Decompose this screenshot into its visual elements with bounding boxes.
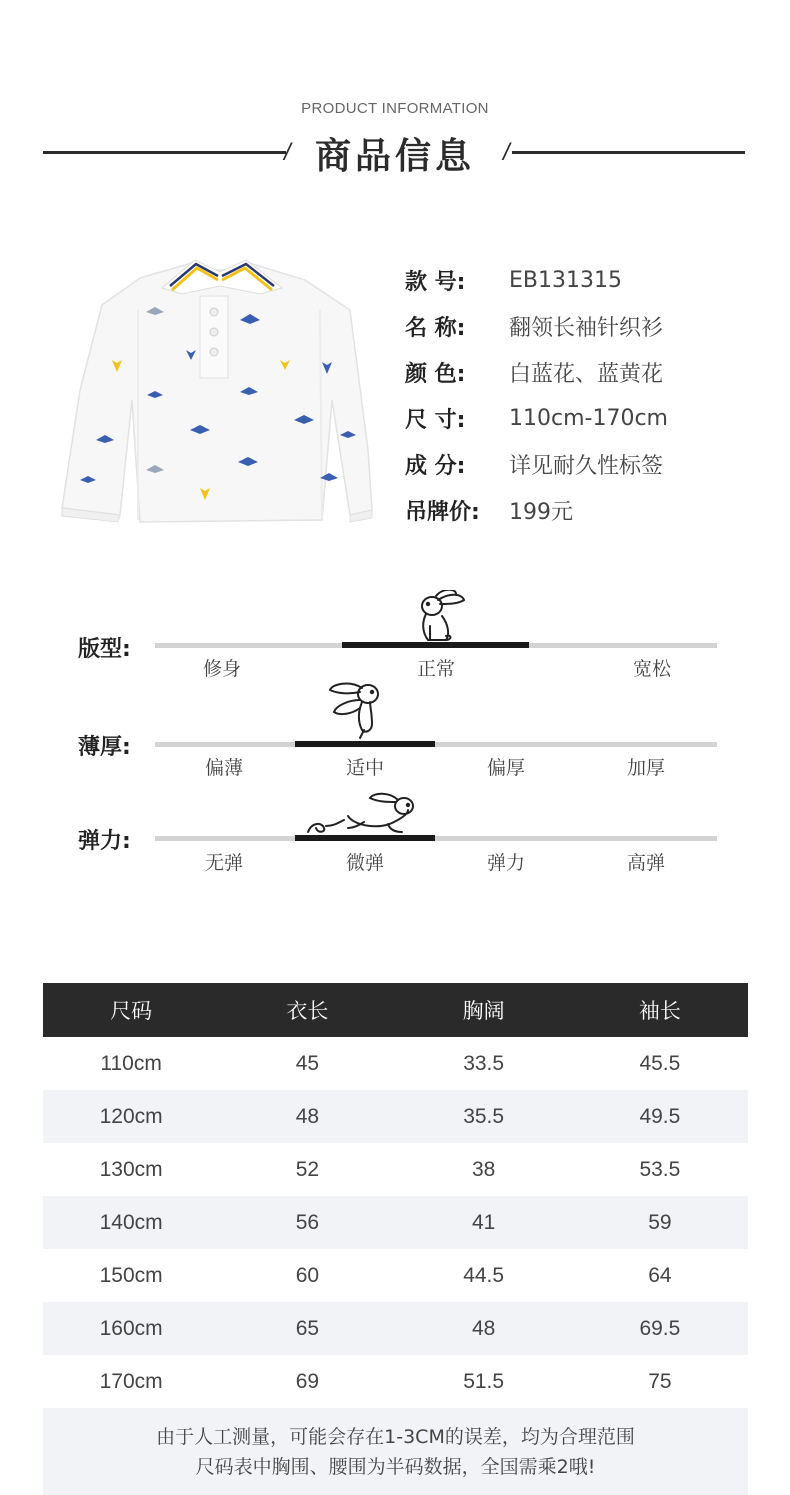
spec-label: 款 号:	[405, 269, 466, 295]
header-right-slash: /	[503, 139, 510, 166]
thickness-label: 薄厚:	[78, 735, 131, 760]
spec-price	[405, 492, 573, 528]
header-size: 尺码	[110, 999, 153, 1023]
fit-label: 版型:	[78, 637, 131, 662]
elasticity-option: 高弹	[626, 852, 665, 874]
table-row	[43, 1143, 748, 1196]
size-table-body	[43, 1037, 748, 1408]
section-subtitle: PRODUCT INFORMATION	[301, 100, 489, 117]
header-left-slash: /	[284, 139, 291, 166]
product-image	[50, 250, 380, 530]
cell-sleeve: 75	[648, 1369, 672, 1393]
spec-composition	[405, 446, 663, 482]
measurement-note	[43, 1408, 748, 1495]
cell-sleeve: 59	[648, 1210, 672, 1234]
cell-size: 170cm	[99, 1369, 163, 1393]
spec-size	[405, 400, 668, 436]
fit-option: 宽松	[632, 658, 671, 680]
rabbit-hopping-icon	[326, 680, 386, 740]
spec-label: 尺 寸:	[405, 407, 466, 433]
thickness-option: 适中	[345, 757, 384, 779]
header-chest: 胸阔	[462, 999, 505, 1023]
cell-sleeve: 45.5	[639, 1051, 681, 1075]
table-row	[43, 1249, 748, 1302]
thickness-option: 偏薄	[204, 757, 243, 779]
cell-chest: 48	[471, 1316, 496, 1340]
header-right-rule	[512, 151, 745, 154]
cell-length: 48	[295, 1104, 320, 1128]
cell-length: 65	[295, 1316, 320, 1340]
thickness-track	[155, 742, 717, 747]
rabbit-leaping-icon	[304, 792, 422, 836]
cell-length: 60	[295, 1263, 320, 1287]
table-row	[43, 1355, 748, 1408]
fit-option: 修身	[202, 658, 241, 680]
spec-value: 199元	[509, 499, 573, 525]
table-row	[43, 1196, 748, 1249]
elasticity-option: 无弹	[204, 852, 243, 874]
spec-color	[405, 354, 663, 390]
thickness-option: 偏厚	[486, 757, 525, 779]
spec-label: 颜 色:	[405, 361, 466, 387]
spec-name	[405, 308, 663, 344]
spec-label: 成 分:	[405, 453, 466, 479]
page-title: 商品信息	[314, 136, 475, 177]
thickness-selected-segment	[295, 741, 435, 747]
elasticity-track	[155, 836, 717, 841]
cell-size: 120cm	[99, 1104, 163, 1128]
note-line-2: 尺码表中胸围、腰围为半码数据，全国需乘2哦!	[195, 1456, 596, 1478]
spec-label: 名 称:	[405, 315, 466, 341]
table-row	[43, 1302, 748, 1355]
size-table-header	[43, 983, 748, 1037]
fit-option: 正常	[416, 658, 455, 680]
spec-value: 详见耐久性标签	[509, 453, 664, 479]
elasticity-label: 弹力:	[78, 829, 131, 854]
cell-chest: 33.5	[463, 1051, 505, 1075]
header-length: 衣长	[286, 999, 329, 1023]
rabbit-sitting-icon	[412, 590, 472, 642]
elasticity-option: 微弹	[345, 852, 384, 874]
spec-value: 白蓝花、蓝黄花	[509, 361, 664, 387]
table-row	[43, 1090, 748, 1143]
table-row	[43, 1037, 748, 1090]
elasticity-option: 弹力	[486, 852, 525, 874]
cell-chest: 41	[471, 1210, 496, 1234]
size-table	[43, 983, 748, 1408]
cell-size: 140cm	[99, 1210, 163, 1234]
spec-value: 翻领长袖针织衫	[509, 315, 664, 341]
cell-length: 69	[295, 1369, 320, 1393]
cell-sleeve: 69.5	[639, 1316, 681, 1340]
cell-size: 110cm	[100, 1051, 162, 1075]
cell-size: 130cm	[99, 1157, 163, 1181]
cell-chest: 35.5	[463, 1104, 505, 1128]
spec-label: 吊牌价:	[405, 499, 480, 525]
fit-selected-segment	[342, 642, 529, 648]
cell-sleeve: 49.5	[639, 1104, 681, 1128]
cell-length: 52	[295, 1157, 320, 1181]
cell-size: 150cm	[99, 1263, 163, 1287]
spec-style-number	[405, 262, 622, 298]
spec-value: EB131315	[509, 267, 622, 293]
cell-length: 56	[295, 1210, 320, 1234]
cell-sleeve: 53.5	[639, 1157, 681, 1181]
cell-chest: 44.5	[463, 1263, 505, 1287]
cell-chest: 38	[471, 1157, 496, 1181]
note-line-1: 由于人工测量，可能会存在1-3CM的误差，均为合理范围	[156, 1426, 635, 1448]
thickness-option: 加厚	[626, 757, 665, 779]
header-sleeve: 袖长	[638, 999, 681, 1023]
cell-chest: 51.5	[463, 1369, 505, 1393]
cell-length: 45	[295, 1051, 320, 1075]
cell-size: 160cm	[99, 1316, 163, 1340]
cell-sleeve: 64	[648, 1263, 672, 1287]
spec-value: 110cm-170cm	[509, 405, 668, 431]
